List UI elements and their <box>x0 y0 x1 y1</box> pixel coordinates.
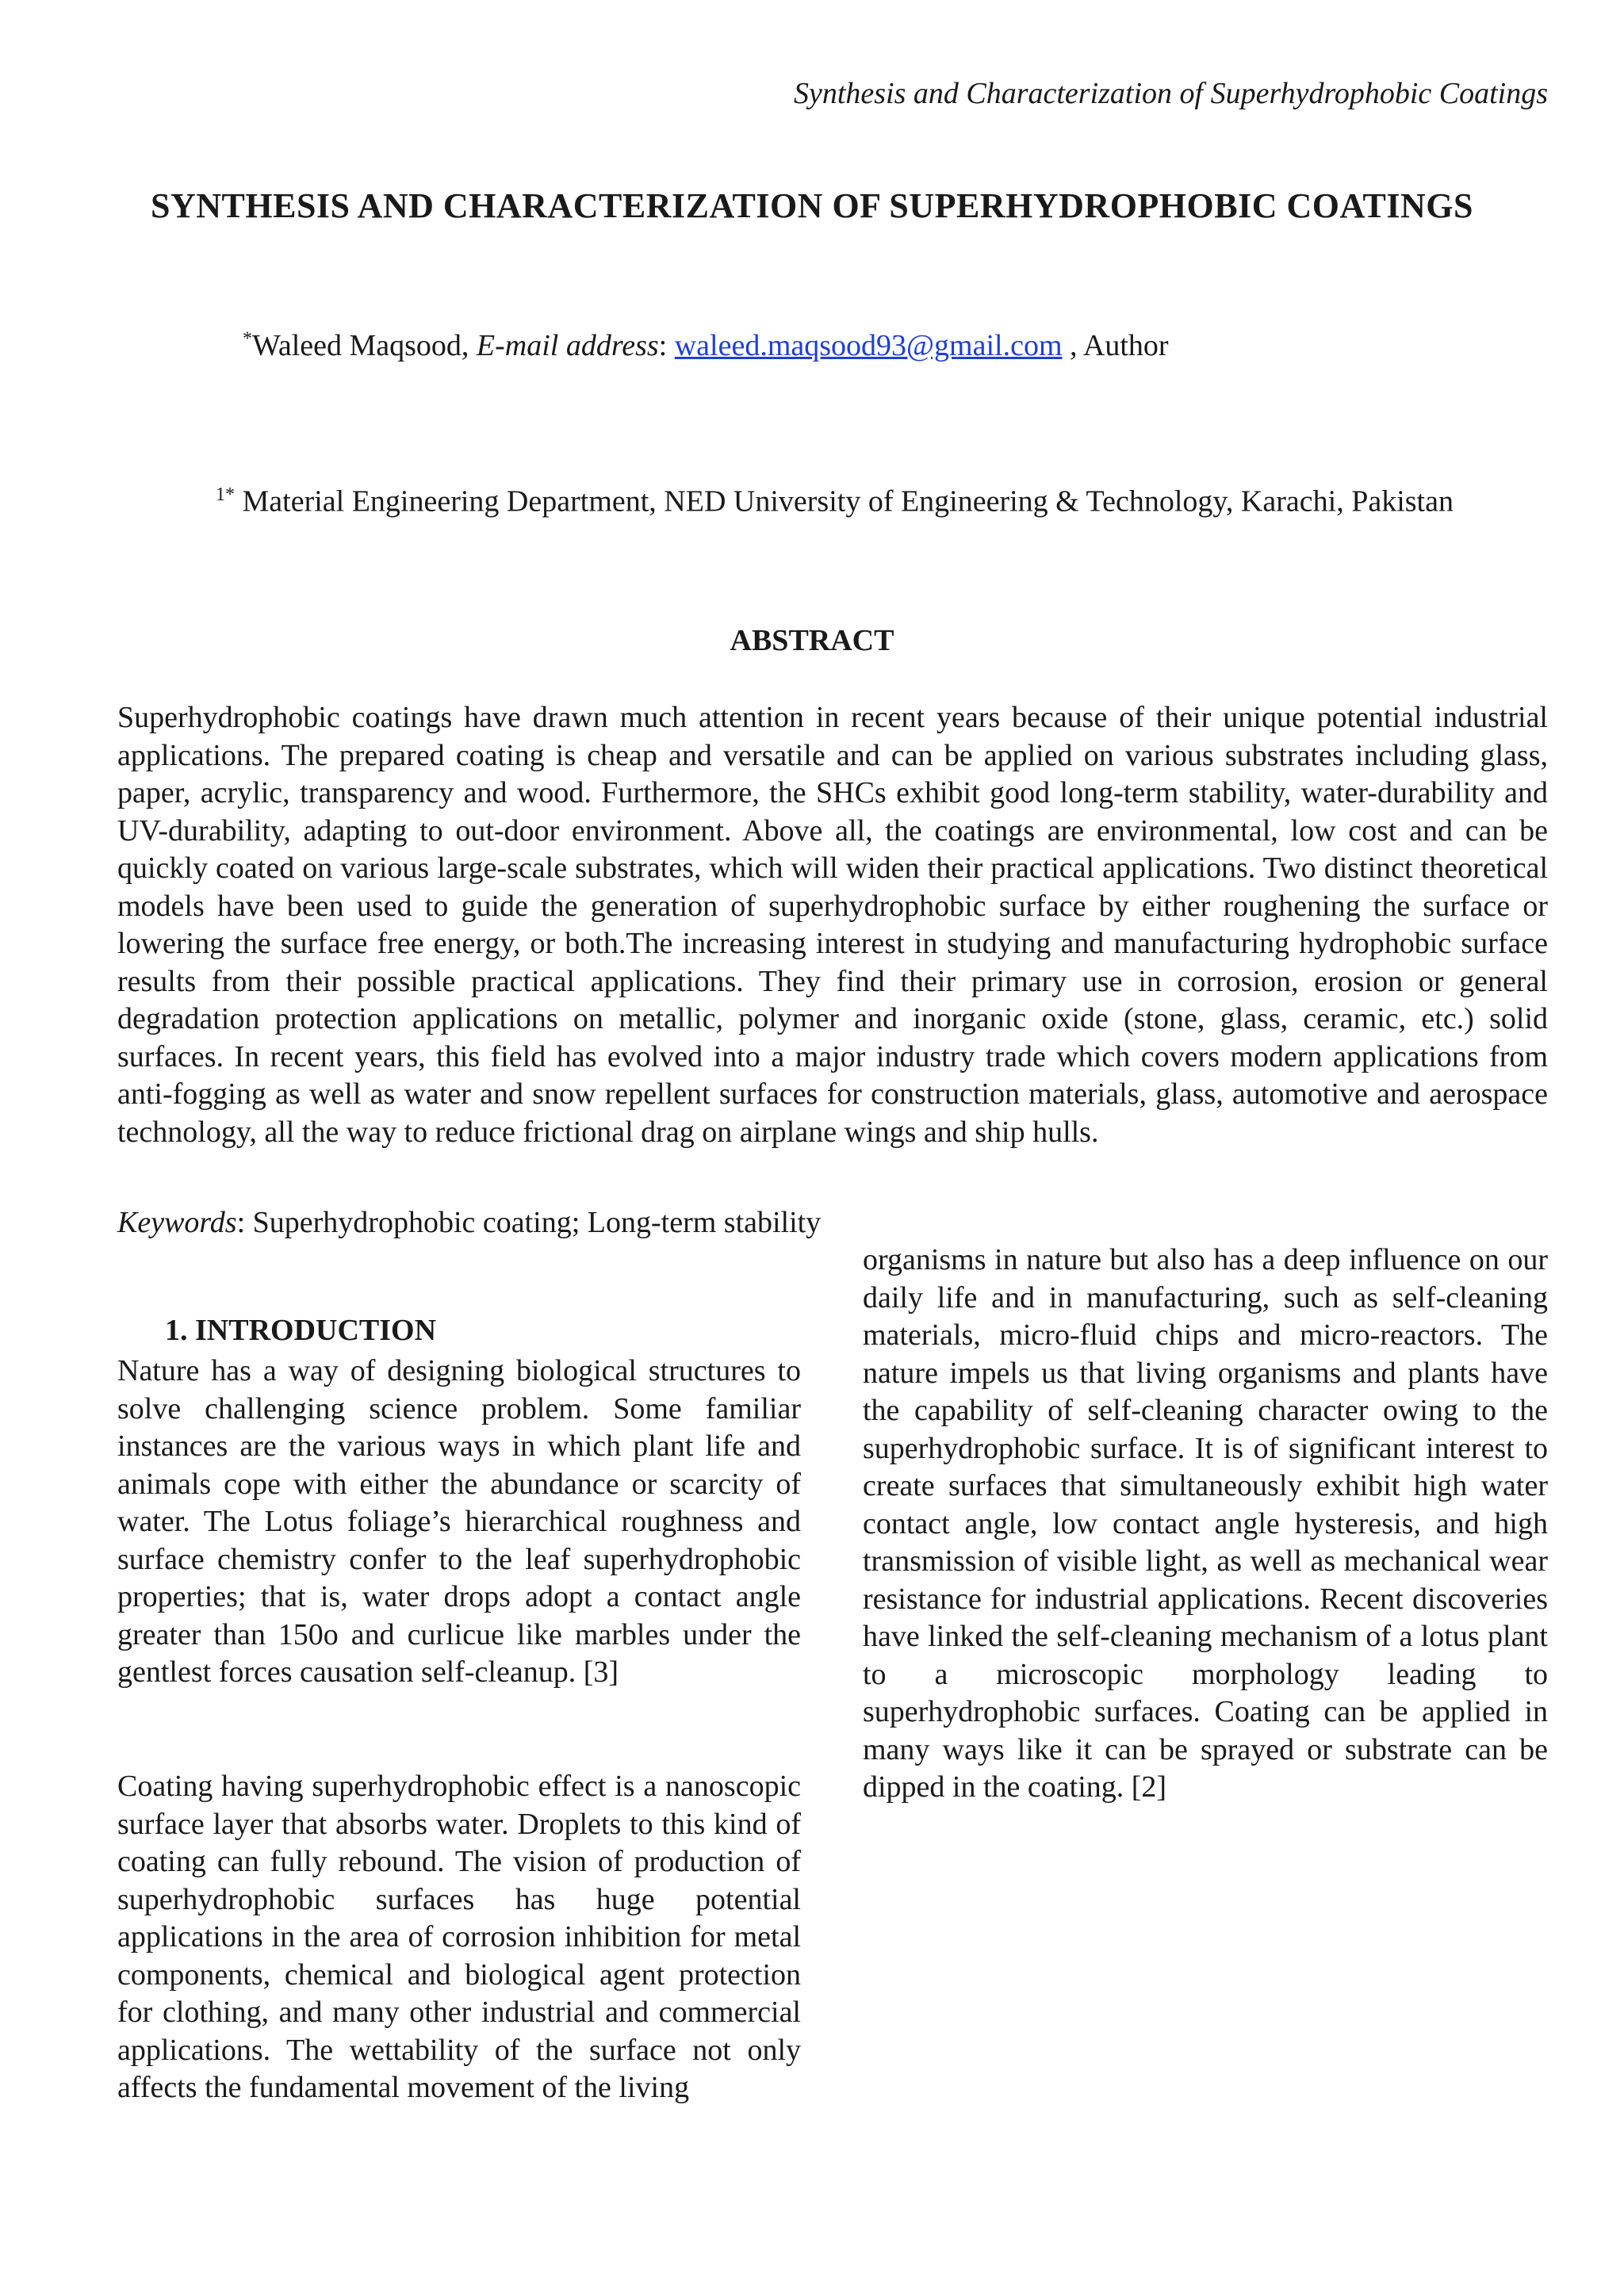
introduction-heading: 1. INTRODUCTION <box>165 1314 437 1347</box>
abstract-body: Superhydrophobic coatings have drawn much attention in recent years because of their unique potential industrial applications. The prepared coating is cheap and versatile and can be applied on various substrates including glass, paper, acrylic, transparency and wood. Furthermore, the SHCs exhibit good long-term stability, water-durability and UV-durability, adapting to out-door environment. Above all, the coatings are environmental, low cost and can be quickly coated on various large-scale substrates, which will widen their practical applications. Two distinct theoretical models have been used to guide the generation of superhydrophobic surface by either roughening the surface or lowering the surface free energy, or both.The increasing interest in studying and manufacturing hydrophobic surface results from their possible practical applications. They find their primary use in corrosion, erosion or general degradation protection applications on metallic, polymer and inorganic oxide (stone, glass, ceramic, etc.) solid surfaces. In recent years, this field has evolved into a major industry trade which covers modern applications from anti-fogging as well as water and snow repellent surfaces for construction materials, glass, automotive and aerospace technology, all the way to reduce frictional drag on airplane wings and ship hulls. <box>117 701 1548 1149</box>
keywords-label: Keywords <box>117 1206 237 1239</box>
keywords-text: : Superhydrophobic coating; Long-term stability <box>236 1206 822 1239</box>
affiliation <box>216 476 1548 521</box>
email-separator: : <box>658 329 675 362</box>
paper-title: SYNTHESIS AND CHARACTERIZATION OF SUPERHYDROPHOBIC COATINGS <box>151 186 1473 225</box>
email-label: E-mail address <box>476 329 659 362</box>
abstract-heading: ABSTRACT <box>730 624 894 657</box>
affiliation-marker: 1* <box>216 484 235 505</box>
running-header: Synthesis and Characterization of Superhydrophobic Coatings <box>793 77 1548 110</box>
intro-paragraph-1: Nature has a way of designing biological structures to solve challenging science problem. Some familiar instances are the various ways in which plant life and animals cope with either the abundance or scarcity of water. The Lotus foliage’s hierarchical roughness and surface chemistry confer to the leaf superhydrophobic properties; that is, water drops adopt a contact angle greater than 150o and curlicue like marbles under the gentlest forces causation self-cleanup. [3] <box>117 1354 801 1689</box>
affiliation-text: Material Engineering Department, NED University of Engineering & Technology, Karachi, Pakistan <box>235 484 1454 519</box>
author-name: Waleed Maqsood, <box>252 329 477 362</box>
author-marker: * <box>243 328 252 350</box>
email-link[interactable]: waleed.maqsood93@gmail.com <box>674 329 1063 362</box>
keywords <box>117 1205 821 1240</box>
author-line <box>243 328 1169 363</box>
author-role: , Author <box>1062 329 1169 362</box>
intro-paragraph-2: Coating having superhydrophobic effect is a nanoscopic surface layer that absorbs water. Droplets to this kind of coating can fully rebound. The vision of production of superhydrophobic surfaces has huge potential applications in the area of corrosion inhibition for metal components, chemical and biological agent protection for clothing, and many other industrial and commercial applications. The wettability of the surface not only affects the fundamental movement of the living <box>117 1770 801 2104</box>
intro-paragraph-3: organisms in nature but also has a deep influence on our daily life and in manufacturing, such as self-cleaning materials, micro-fluid chips and micro-reactors. The nature impels us that living organisms and plants have the capability of self-cleaning character owing to the superhydrophobic surface. It is of significant interest to create surfaces that simultaneously exhibit high water contact angle, low contact angle hysteresis, and high transmission of visible light, as well as mechanical wear resistance for industrial applications. Recent discoveries have linked the self-cleaning mechanism of a lotus plant to a microscopic morphology leading to superhydrophobic surfaces. Coating can be applied in many ways like it can be sprayed or substrate can be dipped in the coating. [2] <box>863 1243 1548 1804</box>
